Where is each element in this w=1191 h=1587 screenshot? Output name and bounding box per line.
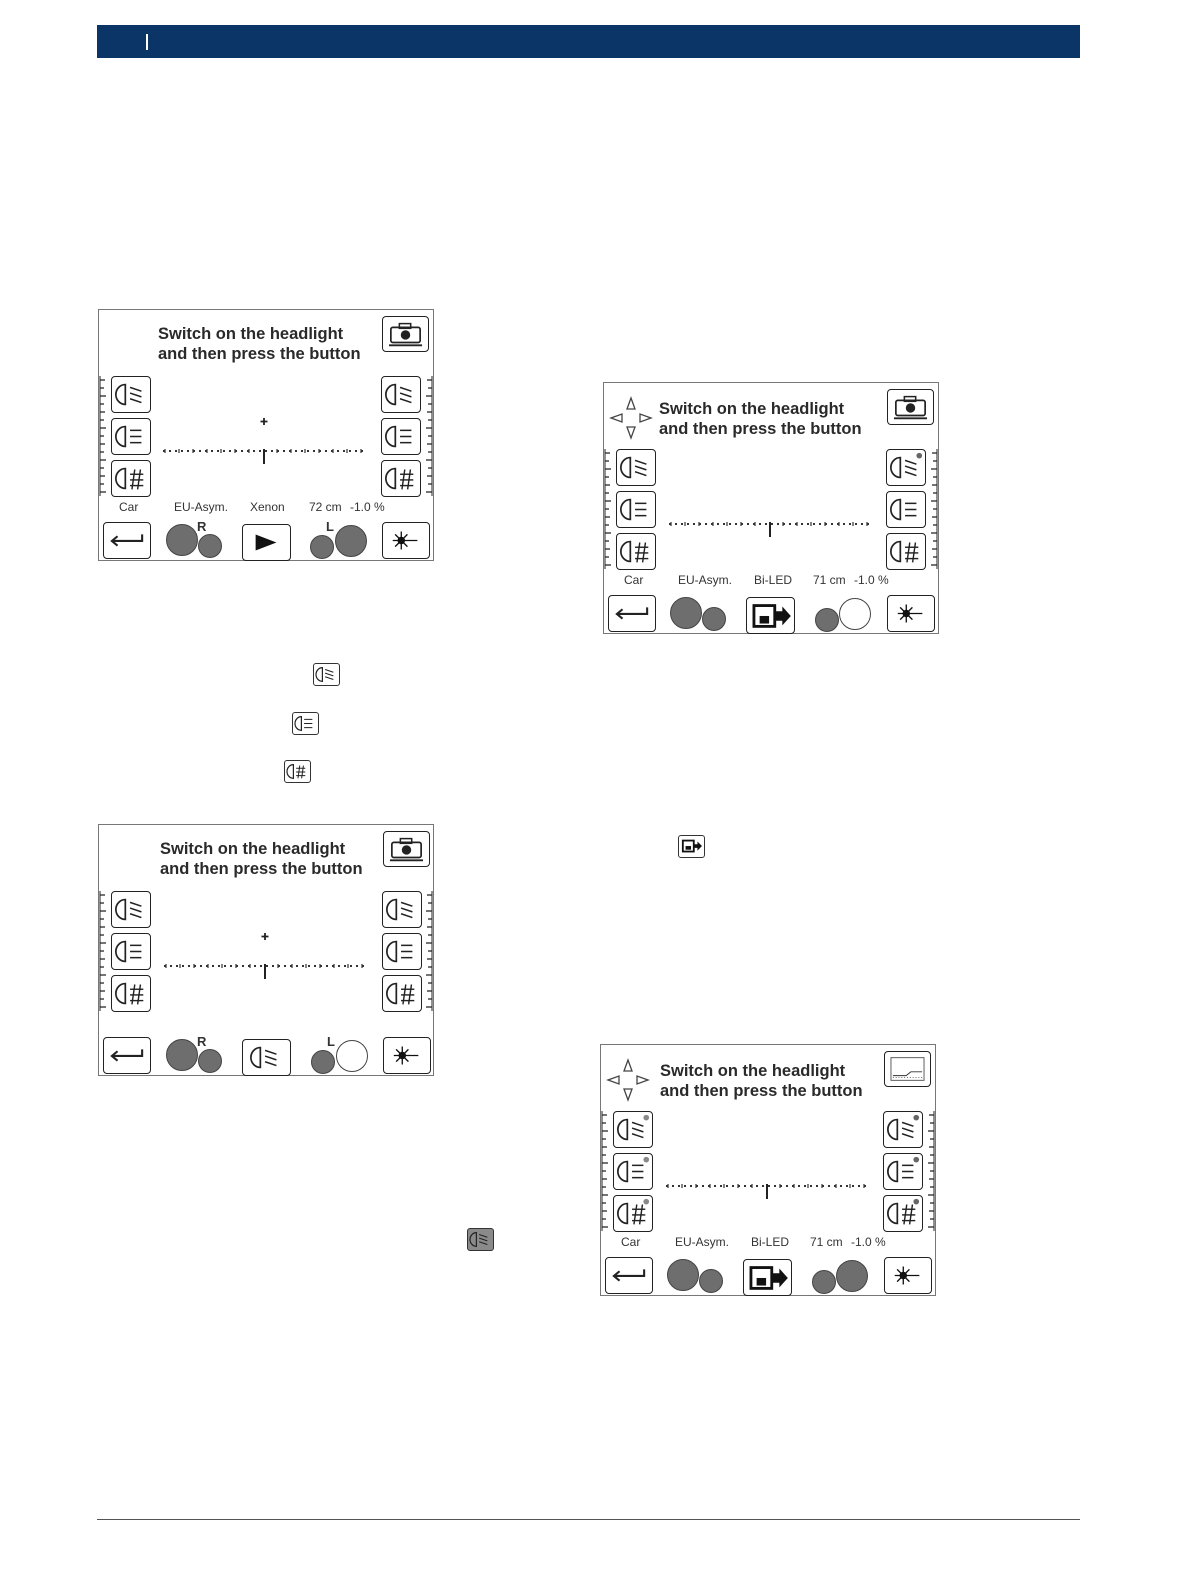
inclination-label: -1.0 % [851, 1235, 886, 1249]
camera-button[interactable] [887, 389, 934, 425]
left-vertical-scale [601, 1111, 609, 1231]
save-forward-button[interactable] [746, 597, 795, 634]
camera-button[interactable] [383, 831, 430, 867]
fog-beam-icon [112, 461, 150, 496]
low-beam-right-button[interactable] [883, 1153, 923, 1190]
distance-label: 71 cm [813, 573, 846, 587]
inclination-label: -1.0 % [350, 500, 385, 514]
high-beam-icon-active [614, 1112, 652, 1147]
header-bar [97, 25, 1080, 58]
camera-button[interactable] [382, 316, 429, 352]
fog-beam-right-button[interactable] [382, 975, 422, 1012]
screen-title-line2: and then press the button [659, 420, 862, 438]
high-beam-icon-active [468, 1229, 493, 1250]
high-beam-left-button[interactable] [111, 891, 151, 928]
screen-title-line1: Switch on the headlight [160, 840, 346, 858]
laser-button[interactable] [383, 1037, 431, 1074]
fog-beam-right-button[interactable] [883, 1195, 923, 1232]
horizontal-aim-scale [161, 416, 369, 468]
screen-title-line1: Switch on the headlight [158, 325, 344, 343]
left-headlight-small-circle [310, 535, 334, 559]
horizontal-aim-scale [667, 489, 875, 541]
high-beam-right-button[interactable] [381, 376, 421, 413]
low-beam-left-button[interactable] [111, 418, 151, 455]
low-beam-icon [383, 934, 421, 969]
graph-button[interactable] [884, 1051, 931, 1087]
right-headlight-small-circle [198, 534, 222, 558]
save-forward-icon [679, 836, 704, 857]
low-beam-icon [112, 419, 150, 454]
beam-standard-label: EU-Asym. [174, 500, 228, 514]
high-beam-right-button[interactable] [883, 1111, 923, 1148]
beam-standard-label: EU-Asym. [675, 1235, 729, 1249]
fog-beam-right-button[interactable] [886, 533, 926, 570]
fog-beam-icon [285, 761, 310, 782]
high-beam-icon-active [884, 1112, 922, 1147]
laser-button[interactable] [884, 1257, 932, 1294]
right-marker: R [197, 519, 207, 534]
low-beam-left-button[interactable] [616, 491, 656, 528]
left-headlight-large-circle [336, 1040, 368, 1072]
fog-beam-icon [112, 976, 150, 1011]
back-arrow-icon [609, 596, 655, 631]
back-arrow-icon [104, 523, 150, 558]
screen-title-line1: Switch on the headlight [660, 1062, 846, 1080]
left-headlight-large-circle [839, 598, 871, 630]
save-forward-icon [747, 598, 794, 633]
left-headlight-small-circle [311, 1050, 335, 1074]
high-beam-select-button[interactable] [242, 1039, 291, 1076]
fog-beam-icon-active [884, 1196, 922, 1231]
laser-icon [888, 596, 934, 631]
right-marker: R [197, 1034, 207, 1049]
low-beam-left-button[interactable] [111, 933, 151, 970]
fog-beam-icon [383, 976, 421, 1011]
right-headlight-small-circle [699, 1269, 723, 1293]
left-marker: L [326, 519, 334, 534]
high-beam-icon [617, 450, 655, 485]
fog-beam-left-button[interactable] [613, 1195, 653, 1232]
high-beam-icon [243, 1040, 290, 1075]
headlight-screen-1 [98, 309, 434, 561]
back-button[interactable] [103, 522, 151, 559]
lamp-type-label: Bi-LED [751, 1235, 790, 1249]
left-headlight-small-circle [812, 1270, 836, 1294]
back-arrow-icon [104, 1038, 150, 1073]
right-vertical-scale [425, 891, 433, 1011]
left-marker: L [327, 1034, 335, 1049]
right-headlight-large-circle [166, 524, 198, 556]
fog-beam-icon [382, 461, 420, 496]
low-beam-icon-active [884, 1154, 922, 1189]
high-beam-inline-icon [313, 663, 340, 686]
move-arrows-icon [608, 395, 654, 441]
horizontal-aim-scale [162, 931, 370, 983]
low-beam-icon [887, 492, 925, 527]
back-button[interactable] [608, 595, 656, 632]
laser-icon [885, 1258, 931, 1293]
high-beam-right-button[interactable] [886, 449, 926, 486]
right-headlight-small-circle [702, 607, 726, 631]
play-arrow-icon [243, 525, 290, 560]
horizontal-aim-scale [664, 1151, 872, 1203]
fog-beam-icon [887, 534, 925, 569]
distance-label: 72 cm [309, 500, 342, 514]
screen-title-line2: and then press the button [660, 1082, 863, 1100]
move-arrows-icon [605, 1057, 651, 1103]
low-beam-icon [382, 419, 420, 454]
left-headlight-large-circle [836, 1260, 868, 1292]
high-beam-icon [383, 892, 421, 927]
save-forward-inline-icon [678, 835, 705, 858]
fog-beam-inline-icon [284, 760, 311, 783]
laser-icon [383, 523, 429, 558]
high-beam-left-button[interactable] [616, 449, 656, 486]
headlight-screen-2 [98, 824, 434, 1076]
high-beam-active-inline-icon [467, 1228, 494, 1251]
laser-icon [384, 1038, 430, 1073]
back-button[interactable] [103, 1037, 151, 1074]
low-beam-icon [112, 934, 150, 969]
fog-beam-left-button[interactable] [111, 460, 151, 497]
screen-title-line2: and then press the button [160, 860, 363, 878]
right-vertical-scale [930, 449, 938, 569]
right-headlight-large-circle [166, 1039, 198, 1071]
right-headlight-large-circle [670, 597, 702, 629]
camera-icon [383, 317, 428, 351]
back-arrow-icon [606, 1258, 652, 1293]
left-headlight-small-circle [815, 608, 839, 632]
high-beam-right-button[interactable] [382, 891, 422, 928]
high-beam-icon [382, 377, 420, 412]
vehicle-label: Car [621, 1235, 641, 1249]
vehicle-label: Car [119, 500, 139, 514]
lamp-type-label: Bi-LED [754, 573, 793, 587]
left-headlight-large-circle [335, 525, 367, 557]
fog-beam-left-button[interactable] [616, 533, 656, 570]
vehicle-label: Car [624, 573, 644, 587]
screen-title-line1: Switch on the headlight [659, 400, 845, 418]
footer-rule [97, 1519, 1080, 1520]
high-beam-left-button[interactable] [111, 376, 151, 413]
save-forward-button[interactable] [743, 1259, 792, 1296]
camera-icon [888, 390, 933, 424]
inclination-label: -1.0 % [854, 573, 889, 587]
right-headlight-small-circle [198, 1049, 222, 1073]
fog-beam-right-button[interactable] [381, 460, 421, 497]
high-beam-icon [314, 664, 339, 685]
low-beam-right-button[interactable] [381, 418, 421, 455]
low-beam-icon-active [614, 1154, 652, 1189]
distance-label: 71 cm [810, 1235, 843, 1249]
headlight-screen-3 [603, 382, 939, 634]
right-vertical-scale [425, 376, 433, 496]
graph-icon [885, 1052, 930, 1086]
headlight-screen-4 [600, 1044, 936, 1296]
left-vertical-scale [99, 891, 107, 1011]
low-beam-left-button[interactable] [613, 1153, 653, 1190]
save-forward-icon [744, 1260, 791, 1295]
screen-title-line2: and then press the button [158, 345, 361, 363]
fog-beam-icon [617, 534, 655, 569]
laser-button[interactable] [382, 522, 430, 559]
high-beam-icon [112, 892, 150, 927]
right-vertical-scale [927, 1111, 935, 1231]
low-beam-right-button[interactable] [382, 933, 422, 970]
camera-icon [384, 832, 429, 866]
fog-beam-icon-active [614, 1196, 652, 1231]
laser-button[interactable] [887, 595, 935, 632]
lamp-type-label: Xenon [250, 500, 285, 514]
low-beam-icon [293, 713, 318, 734]
left-vertical-scale [604, 449, 612, 569]
low-beam-icon [617, 492, 655, 527]
left-vertical-scale [99, 376, 107, 496]
high-beam-icon [112, 377, 150, 412]
beam-standard-label: EU-Asym. [678, 573, 732, 587]
high-beam-icon-active [887, 450, 925, 485]
low-beam-inline-icon [292, 712, 319, 735]
play-button[interactable] [242, 524, 291, 561]
right-headlight-large-circle [667, 1259, 699, 1291]
header-divider [146, 34, 148, 50]
high-beam-left-button[interactable] [613, 1111, 653, 1148]
back-button[interactable] [605, 1257, 653, 1294]
low-beam-right-button[interactable] [886, 491, 926, 528]
fog-beam-left-button[interactable] [111, 975, 151, 1012]
